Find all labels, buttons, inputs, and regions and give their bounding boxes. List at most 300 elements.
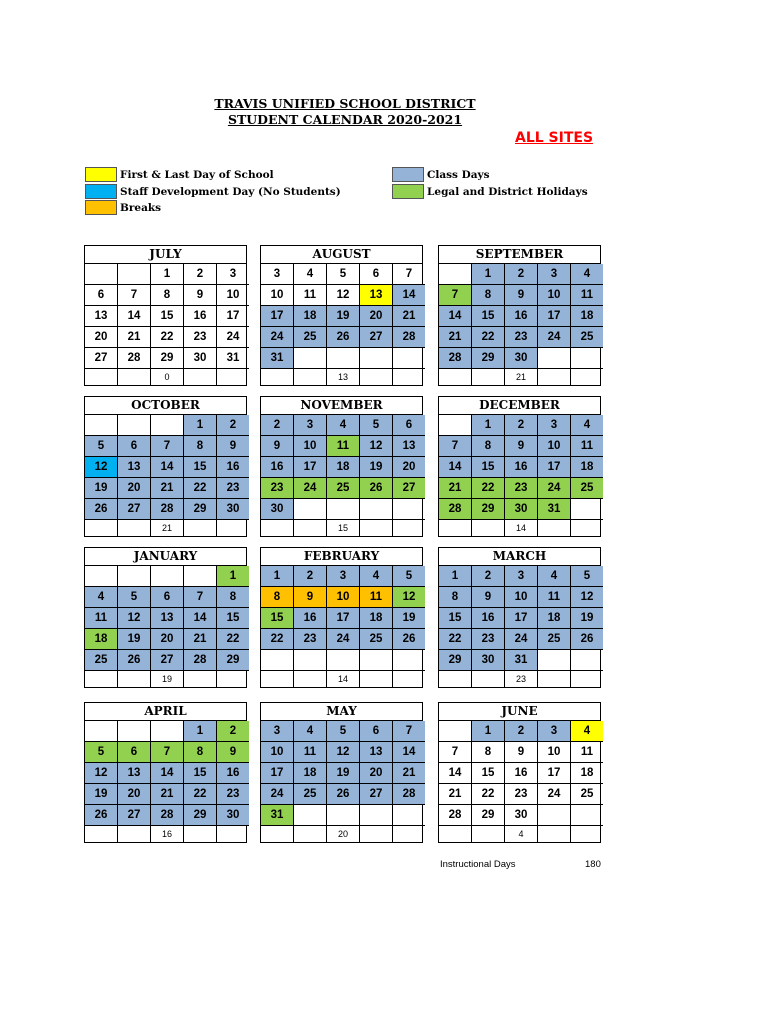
- instructional-days-value: 180: [585, 859, 601, 870]
- week-row: [261, 650, 425, 671]
- day-cell: 1: [472, 721, 505, 742]
- day-cell: 19: [85, 784, 118, 805]
- day-cell: 11: [85, 608, 118, 629]
- day-cell: 25: [294, 784, 327, 805]
- week-row: [85, 742, 249, 763]
- day-cell: 12: [327, 285, 360, 306]
- day-cell: 9: [505, 436, 538, 457]
- week-row: [439, 457, 603, 478]
- month-name: AUGUST: [261, 246, 422, 264]
- day-cell: 2: [217, 415, 250, 436]
- day-cell: 22: [261, 629, 294, 650]
- legend-swatch-periwinkle: [392, 167, 424, 182]
- day-cell: 19: [393, 608, 426, 629]
- empty-cell: [184, 671, 217, 688]
- empty-cell: [85, 826, 118, 843]
- legend-swatch-orange: [85, 200, 117, 215]
- legend-swatch-green: [392, 184, 424, 199]
- week-row: [85, 763, 249, 784]
- month-day-count: 21: [151, 520, 184, 537]
- day-cell: 24: [538, 327, 571, 348]
- day-cell: 20: [118, 784, 151, 805]
- month-day-count: 16: [151, 826, 184, 843]
- day-cell: 5: [571, 566, 604, 587]
- day-cell: 16: [505, 457, 538, 478]
- day-cell: 30: [505, 805, 538, 826]
- day-cell: 25: [571, 327, 604, 348]
- day-cell: 18: [538, 608, 571, 629]
- empty-cell: [393, 520, 426, 537]
- day-cell: 28: [151, 805, 184, 826]
- week-row: [85, 285, 249, 306]
- day-cell: 12: [571, 587, 604, 608]
- day-cell: 30: [472, 650, 505, 671]
- day-cell: 29: [439, 650, 472, 671]
- day-cell: 8: [439, 587, 472, 608]
- week-row: [261, 587, 425, 608]
- day-cell: 17: [294, 457, 327, 478]
- day-cell: 13: [118, 457, 151, 478]
- week-row: [85, 264, 249, 285]
- week-row: [261, 457, 425, 478]
- day-cell: 10: [327, 587, 360, 608]
- day-cell: 15: [472, 763, 505, 784]
- week-row: [261, 499, 425, 520]
- week-row: [261, 306, 425, 327]
- day-cell: 31: [261, 805, 294, 826]
- empty-cell: [439, 671, 472, 688]
- week-row: [439, 629, 603, 650]
- week-row: [261, 436, 425, 457]
- day-cell: 30: [261, 499, 294, 520]
- day-cell: 23: [505, 327, 538, 348]
- empty-cell: [393, 805, 426, 826]
- day-cell: 22: [184, 784, 217, 805]
- day-cell: 29: [184, 805, 217, 826]
- day-cell: 29: [151, 348, 184, 369]
- day-cell: 20: [151, 629, 184, 650]
- day-cell: 18: [327, 457, 360, 478]
- empty-cell: [571, 805, 604, 826]
- day-cell: 15: [217, 608, 250, 629]
- day-cell: 19: [360, 457, 393, 478]
- legend-first-last: [85, 167, 274, 182]
- empty-cell: [118, 721, 151, 742]
- month-march: [438, 547, 601, 688]
- month-name: JANUARY: [85, 548, 246, 566]
- week-row: [85, 327, 249, 348]
- day-cell: 17: [261, 763, 294, 784]
- empty-cell: [294, 826, 327, 843]
- day-cell: 20: [360, 763, 393, 784]
- day-cell: 22: [439, 629, 472, 650]
- day-cell: 29: [184, 499, 217, 520]
- day-cell: 31: [261, 348, 294, 369]
- week-row: [261, 763, 425, 784]
- day-cell: 3: [505, 566, 538, 587]
- count-row: [85, 826, 249, 843]
- day-cell: 22: [472, 327, 505, 348]
- day-cell: 27: [118, 499, 151, 520]
- week-row: [439, 327, 603, 348]
- empty-cell: [118, 415, 151, 436]
- day-cell: 10: [538, 742, 571, 763]
- empty-cell: [294, 650, 327, 671]
- day-cell: 20: [393, 457, 426, 478]
- day-cell: 8: [184, 742, 217, 763]
- legend-staff-dev: [85, 184, 341, 199]
- day-cell: 28: [118, 348, 151, 369]
- day-cell: 8: [472, 742, 505, 763]
- empty-cell: [360, 826, 393, 843]
- day-cell: 16: [294, 608, 327, 629]
- day-cell: 1: [217, 566, 250, 587]
- day-cell: 9: [261, 436, 294, 457]
- empty-cell: [327, 348, 360, 369]
- week-row: [439, 805, 603, 826]
- day-cell: 24: [538, 784, 571, 805]
- month-grid: [439, 264, 603, 385]
- day-cell: 27: [360, 784, 393, 805]
- day-cell: 24: [538, 478, 571, 499]
- empty-cell: [538, 369, 571, 386]
- day-cell: 25: [327, 478, 360, 499]
- day-cell: 16: [472, 608, 505, 629]
- empty-cell: [538, 520, 571, 537]
- empty-cell: [538, 805, 571, 826]
- empty-cell: [184, 566, 217, 587]
- month-february: [260, 547, 423, 688]
- day-cell: 24: [294, 478, 327, 499]
- count-row: [85, 369, 249, 386]
- day-cell: 1: [472, 264, 505, 285]
- day-cell: 4: [327, 415, 360, 436]
- day-cell: 31: [505, 650, 538, 671]
- day-cell: 11: [327, 436, 360, 457]
- month-grid: [261, 721, 425, 842]
- count-row: [85, 520, 249, 537]
- empty-cell: [538, 671, 571, 688]
- month-name: JULY: [85, 246, 246, 264]
- day-cell: 4: [571, 264, 604, 285]
- day-cell: 30: [217, 499, 250, 520]
- empty-cell: [393, 650, 426, 671]
- day-cell: 17: [505, 608, 538, 629]
- day-cell: 20: [118, 478, 151, 499]
- day-cell: 24: [217, 327, 250, 348]
- day-cell: 23: [505, 478, 538, 499]
- week-row: [85, 587, 249, 608]
- day-cell: 16: [505, 306, 538, 327]
- day-cell: 23: [261, 478, 294, 499]
- day-cell: 13: [118, 763, 151, 784]
- day-cell: 11: [571, 742, 604, 763]
- day-cell: 10: [217, 285, 250, 306]
- day-cell: 11: [538, 587, 571, 608]
- month-grid: [439, 566, 603, 687]
- day-cell: 28: [439, 348, 472, 369]
- day-cell: 11: [571, 285, 604, 306]
- day-cell: 4: [294, 264, 327, 285]
- day-cell: 27: [118, 805, 151, 826]
- day-cell: 4: [85, 587, 118, 608]
- week-row: [261, 721, 425, 742]
- week-row: [85, 306, 249, 327]
- day-cell: 7: [118, 285, 151, 306]
- empty-cell: [538, 650, 571, 671]
- week-row: [261, 327, 425, 348]
- month-name: MAY: [261, 703, 422, 721]
- empty-cell: [85, 520, 118, 537]
- day-cell: 2: [217, 721, 250, 742]
- month-day-count: 19: [151, 671, 184, 688]
- week-row: [439, 587, 603, 608]
- month-october: [84, 396, 247, 537]
- day-cell: 28: [393, 327, 426, 348]
- week-row: [439, 784, 603, 805]
- day-cell: 20: [85, 327, 118, 348]
- day-cell: 17: [327, 608, 360, 629]
- empty-cell: [360, 520, 393, 537]
- empty-cell: [327, 499, 360, 520]
- week-row: [261, 784, 425, 805]
- week-row: [261, 264, 425, 285]
- day-cell: 1: [184, 721, 217, 742]
- week-row: [439, 285, 603, 306]
- day-cell: 3: [217, 264, 250, 285]
- day-cell: 12: [85, 457, 118, 478]
- week-row: [261, 566, 425, 587]
- empty-cell: [85, 369, 118, 386]
- empty-cell: [294, 671, 327, 688]
- day-cell: 8: [184, 436, 217, 457]
- day-cell: 24: [261, 784, 294, 805]
- day-cell: 10: [294, 436, 327, 457]
- day-cell: 25: [571, 784, 604, 805]
- empty-cell: [217, 826, 250, 843]
- day-cell: 22: [151, 327, 184, 348]
- calendar-title: STUDENT CALENDAR 2020-2021: [227, 112, 463, 127]
- day-cell: 7: [439, 742, 472, 763]
- day-cell: 9: [217, 742, 250, 763]
- day-cell: 18: [571, 457, 604, 478]
- day-cell: 14: [393, 285, 426, 306]
- empty-cell: [85, 671, 118, 688]
- day-cell: 7: [184, 587, 217, 608]
- day-cell: 6: [360, 721, 393, 742]
- day-cell: 29: [472, 348, 505, 369]
- day-cell: 23: [505, 784, 538, 805]
- day-cell: 23: [294, 629, 327, 650]
- day-cell: 9: [472, 587, 505, 608]
- month-grid: [85, 264, 249, 385]
- day-cell: 5: [118, 587, 151, 608]
- week-row: [85, 566, 249, 587]
- month-grid: [439, 721, 603, 842]
- day-cell: 14: [118, 306, 151, 327]
- day-cell: 21: [439, 478, 472, 499]
- empty-cell: [294, 348, 327, 369]
- day-cell: 4: [538, 566, 571, 587]
- week-row: [85, 499, 249, 520]
- day-cell: 15: [472, 457, 505, 478]
- day-cell: 7: [439, 285, 472, 306]
- day-cell: 15: [439, 608, 472, 629]
- count-row: [261, 520, 425, 537]
- month-day-count: 13: [327, 369, 360, 386]
- empty-cell: [261, 369, 294, 386]
- week-row: [261, 285, 425, 306]
- day-cell: 12: [85, 763, 118, 784]
- day-cell: 9: [505, 742, 538, 763]
- day-cell: 26: [571, 629, 604, 650]
- week-row: [85, 436, 249, 457]
- month-june: [438, 702, 601, 843]
- day-cell: 26: [85, 499, 118, 520]
- month-name: NOVEMBER: [261, 397, 422, 415]
- empty-cell: [472, 826, 505, 843]
- count-row: [85, 671, 249, 688]
- day-cell: 5: [85, 742, 118, 763]
- day-cell: 8: [217, 587, 250, 608]
- empty-cell: [118, 520, 151, 537]
- empty-cell: [151, 721, 184, 742]
- day-cell: 28: [151, 499, 184, 520]
- count-row: [261, 369, 425, 386]
- day-cell: 15: [184, 457, 217, 478]
- month-day-count: 14: [505, 520, 538, 537]
- month-name: FEBRUARY: [261, 548, 422, 566]
- day-cell: 7: [439, 436, 472, 457]
- day-cell: 9: [505, 285, 538, 306]
- day-cell: 25: [360, 629, 393, 650]
- empty-cell: [571, 520, 604, 537]
- day-cell: 2: [261, 415, 294, 436]
- day-cell: 28: [393, 784, 426, 805]
- empty-cell: [85, 721, 118, 742]
- day-cell: 6: [393, 415, 426, 436]
- day-cell: 10: [261, 285, 294, 306]
- day-cell: 27: [393, 478, 426, 499]
- day-cell: 15: [472, 306, 505, 327]
- day-cell: 3: [261, 721, 294, 742]
- empty-cell: [261, 826, 294, 843]
- day-cell: 30: [505, 499, 538, 520]
- day-cell: 1: [439, 566, 472, 587]
- day-cell: 22: [217, 629, 250, 650]
- empty-cell: [571, 826, 604, 843]
- day-cell: 30: [505, 348, 538, 369]
- month-day-count: 20: [327, 826, 360, 843]
- day-cell: 16: [217, 763, 250, 784]
- day-cell: 21: [393, 763, 426, 784]
- legend-swatch-blue: [85, 184, 117, 199]
- day-cell: 9: [184, 285, 217, 306]
- day-cell: 14: [151, 763, 184, 784]
- day-cell: 14: [439, 763, 472, 784]
- day-cell: 1: [184, 415, 217, 436]
- day-cell: 16: [261, 457, 294, 478]
- day-cell: 26: [327, 327, 360, 348]
- week-row: [439, 763, 603, 784]
- day-cell: 3: [327, 566, 360, 587]
- day-cell: 12: [360, 436, 393, 457]
- week-row: [261, 348, 425, 369]
- day-cell: 24: [261, 327, 294, 348]
- day-cell: 26: [393, 629, 426, 650]
- day-cell: 6: [360, 264, 393, 285]
- week-row: [85, 784, 249, 805]
- day-cell: 30: [184, 348, 217, 369]
- day-cell: 26: [360, 478, 393, 499]
- empty-cell: [439, 264, 472, 285]
- week-row: [85, 608, 249, 629]
- day-cell: 11: [360, 587, 393, 608]
- empty-cell: [294, 805, 327, 826]
- day-cell: 24: [327, 629, 360, 650]
- day-cell: 21: [151, 478, 184, 499]
- day-cell: 22: [184, 478, 217, 499]
- day-cell: 14: [184, 608, 217, 629]
- day-cell: 13: [360, 285, 393, 306]
- empty-cell: [360, 348, 393, 369]
- month-grid: [439, 415, 603, 536]
- day-cell: 27: [85, 348, 118, 369]
- day-cell: 29: [217, 650, 250, 671]
- empty-cell: [217, 520, 250, 537]
- day-cell: 15: [184, 763, 217, 784]
- empty-cell: [571, 499, 604, 520]
- day-cell: 2: [294, 566, 327, 587]
- empty-cell: [118, 671, 151, 688]
- empty-cell: [571, 650, 604, 671]
- empty-cell: [472, 671, 505, 688]
- day-cell: 12: [118, 608, 151, 629]
- day-cell: 22: [472, 784, 505, 805]
- day-cell: 28: [439, 805, 472, 826]
- empty-cell: [184, 520, 217, 537]
- count-row: [439, 826, 603, 843]
- month-day-count: 4: [505, 826, 538, 843]
- count-row: [261, 826, 425, 843]
- day-cell: 5: [327, 721, 360, 742]
- month-december: [438, 396, 601, 537]
- count-row: [439, 671, 603, 688]
- day-cell: 18: [294, 763, 327, 784]
- day-cell: 19: [85, 478, 118, 499]
- month-grid: [85, 566, 249, 687]
- day-cell: 8: [472, 436, 505, 457]
- day-cell: 6: [118, 436, 151, 457]
- day-cell: 22: [472, 478, 505, 499]
- day-cell: 21: [118, 327, 151, 348]
- empty-cell: [294, 520, 327, 537]
- week-row: [261, 629, 425, 650]
- day-cell: 1: [261, 566, 294, 587]
- day-cell: 24: [505, 629, 538, 650]
- day-cell: 5: [85, 436, 118, 457]
- week-row: [261, 742, 425, 763]
- day-cell: 7: [393, 721, 426, 742]
- day-cell: 10: [261, 742, 294, 763]
- day-cell: 18: [360, 608, 393, 629]
- day-cell: 14: [439, 306, 472, 327]
- empty-cell: [360, 650, 393, 671]
- day-cell: 5: [360, 415, 393, 436]
- week-row: [85, 457, 249, 478]
- empty-cell: [118, 566, 151, 587]
- empty-cell: [151, 566, 184, 587]
